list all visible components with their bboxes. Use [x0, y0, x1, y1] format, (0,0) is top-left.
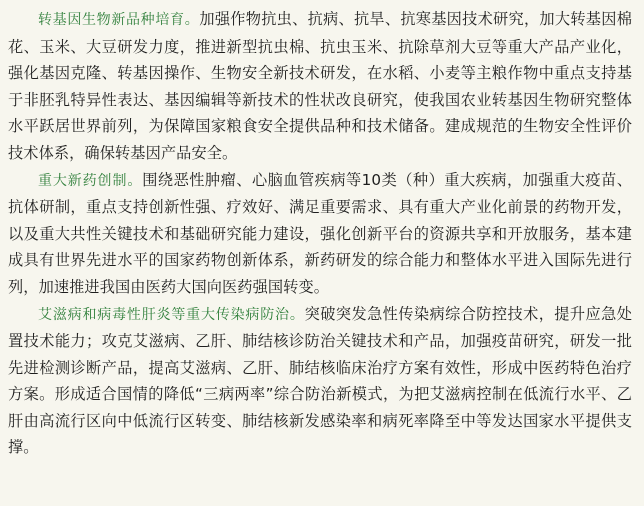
- paragraph-gmo-breeding: [8, 6, 632, 166]
- paragraph-heading: 重大新药创制。: [38, 172, 143, 189]
- paragraph-body: 围绕恶性肿瘤、心脑血管疾病等10类（种）重大疾病，加强重大疫苗、抗体研制，重点支持创新性强、疗效好、满足重要需求、具有重大产业化前景的药物开发，以及重大共性关键技术和基础研究能力建设，强化创新平台的资源共享和开放服务，基本建成具有世界先进水平的国家药物创新体系，新药研发的综合能力和整体水平进入国际先进行列，加速推进我国由医药大国向医药强国转变。: [8, 170, 632, 296]
- paragraph-body: 突破突发急性传染病综合防控技术，提升应急处置技术能力；攻克艾滋病、乙肝、肺结核诊防治关键技术和产品，加强疫苗研究，研发一批先进检测诊断产品，提高艾滋病、乙肝、肺结核临床治疗方案有效性，形成中医药特色治疗方案。形成适合国情的降低“三病两率”综合防治新模式，为把艾滋病控制在低流行水平、乙肝由高流行区向中低流行区转变、肺结核新发感染率和病死率降至中等发达国家水平提供支撑。: [8, 304, 633, 456]
- paragraph-body: 加强作物抗虫、抗病、抗旱、抗寒基因技术研究，加大转基因棉花、玉米、大豆研发力度，推进新型抗虫棉、抗虫玉米、抗除草剂大豆等重大产品产业化，强化基因克隆、转基因操作、生物安全新技术研发，在水稻、小麦等主粮作物中重点支持基于非胚乳特异性表达、基因编辑等新技术的性状改良研究，使我国农业转基因生物研究整体水平跃居世界前列，为保障国家粮食安全提供品种和技术储备。建成规范的生物安全性评价技术体系，确保转基因产品安全。: [8, 10, 632, 162]
- paragraph-infectious-disease: [8, 301, 632, 461]
- paragraph-heading: 转基因生物新品种培育。: [38, 12, 200, 28]
- paragraph-heading: 艾滋病和病毒性肝炎等重大传染病防治。: [38, 306, 305, 323]
- paragraph-new-drug-creation: [8, 167, 632, 301]
